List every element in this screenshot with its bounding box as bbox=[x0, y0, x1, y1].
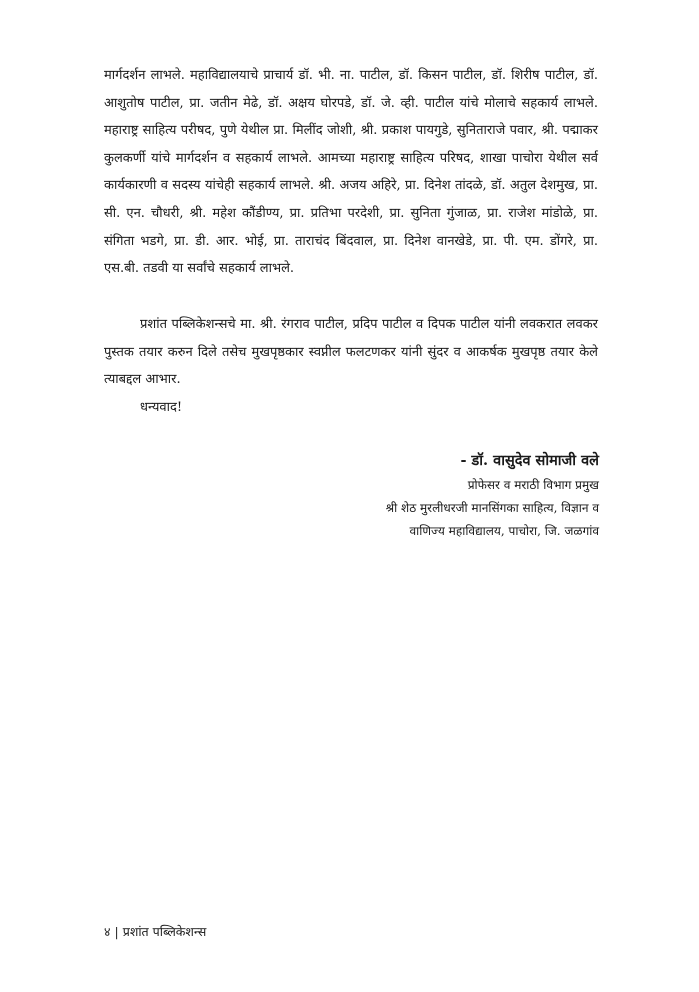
signature-college-line-1: श्री शेठ मुरलीधरजी मानसिंगका साहित्य, विज्ञान व bbox=[385, 501, 599, 515]
signature-college-line-2: वाणिज्य महाविद्यालय, पाचोरा, जि. जळगांव bbox=[409, 524, 599, 538]
body-paragraph-3: धन्यवाद! bbox=[140, 400, 183, 415]
body-paragraph-1: मार्गदर्शन लाभले. महाविद्यालयाचे प्राचार्य डॉ. भी. ना. पाटील, डॉ. किसन पाटील, डॉ. शिरीष पाटील, डॉ. आशुतोष पाटील, प्रा. जतीन मेढे, डॉ. अक्षय घोरपडे, डॉ. जे. व्ही. पाटील यांचे मोलाचे सहकार्य लाभले. महाराष्ट्र साहित्य परीषद, पुणे येथील प्रा. मिलींद जोशी, श्री. प्रकाश पायगुडे, सुनिताराजे पवार, श्री. पद्माकर कुलकर्णी यांचे मार्गदर्शन व सहकार्य लाभले. आमच्या महाराष्ट्र साहित्य परिषद, शाखा पाचोरा येथील सर्व कार्यकारणी व सदस्य यांचेही सहकार्य लाभले. श्री. अजय अहिरे, प्रा. दिनेश तांदळे, डॉ. अतुल देशमुख, प्रा. सी. एन. चौधरी, श्री. महेश कौंडीण्य, प्रा. प्रतिभा परदेशी, प्रा. सुनिता गुंजाळ, प्रा. राजेश मांडोळे, प्रा. संगिता भडगे, प्रा. डी. आर. भोई, प्रा. ताराचंद बिंदवाल, प्रा. दिनेश वानखेडे, प्रा. पी. एम. डोंगरे, प्रा. एस.बी. तडवी या सर्वांचे सहकार्य लाभले. bbox=[104, 68, 598, 277]
footer-separator: | bbox=[114, 924, 119, 939]
signature-block bbox=[199, 448, 599, 543]
footer-publisher: प्रशांत पब्लिकेशन्स bbox=[122, 924, 207, 939]
page-number: ४ bbox=[104, 924, 111, 939]
page-footer bbox=[104, 922, 206, 942]
signature-name: - डॉ. वासुदेव सोमाजी वले bbox=[460, 452, 599, 469]
body-paragraph-2: प्रशांत पब्लिकेशन्सचे मा. श्री. रंगराव पाटील, प्रदिप पाटील व दिपक पाटील यांनी लवकरात लवकर पुस्तक तयार करुन दिले तसेच मुखपृष्ठकार स्वप्नील फलटणकर यांनी सुंदर व आकर्षक मुखपृष्ठ तयार केले त्याबद्दल आभार. bbox=[104, 317, 598, 388]
signature-designation: प्रोफेसर व मराठी विभाग प्रमुख bbox=[467, 478, 599, 492]
